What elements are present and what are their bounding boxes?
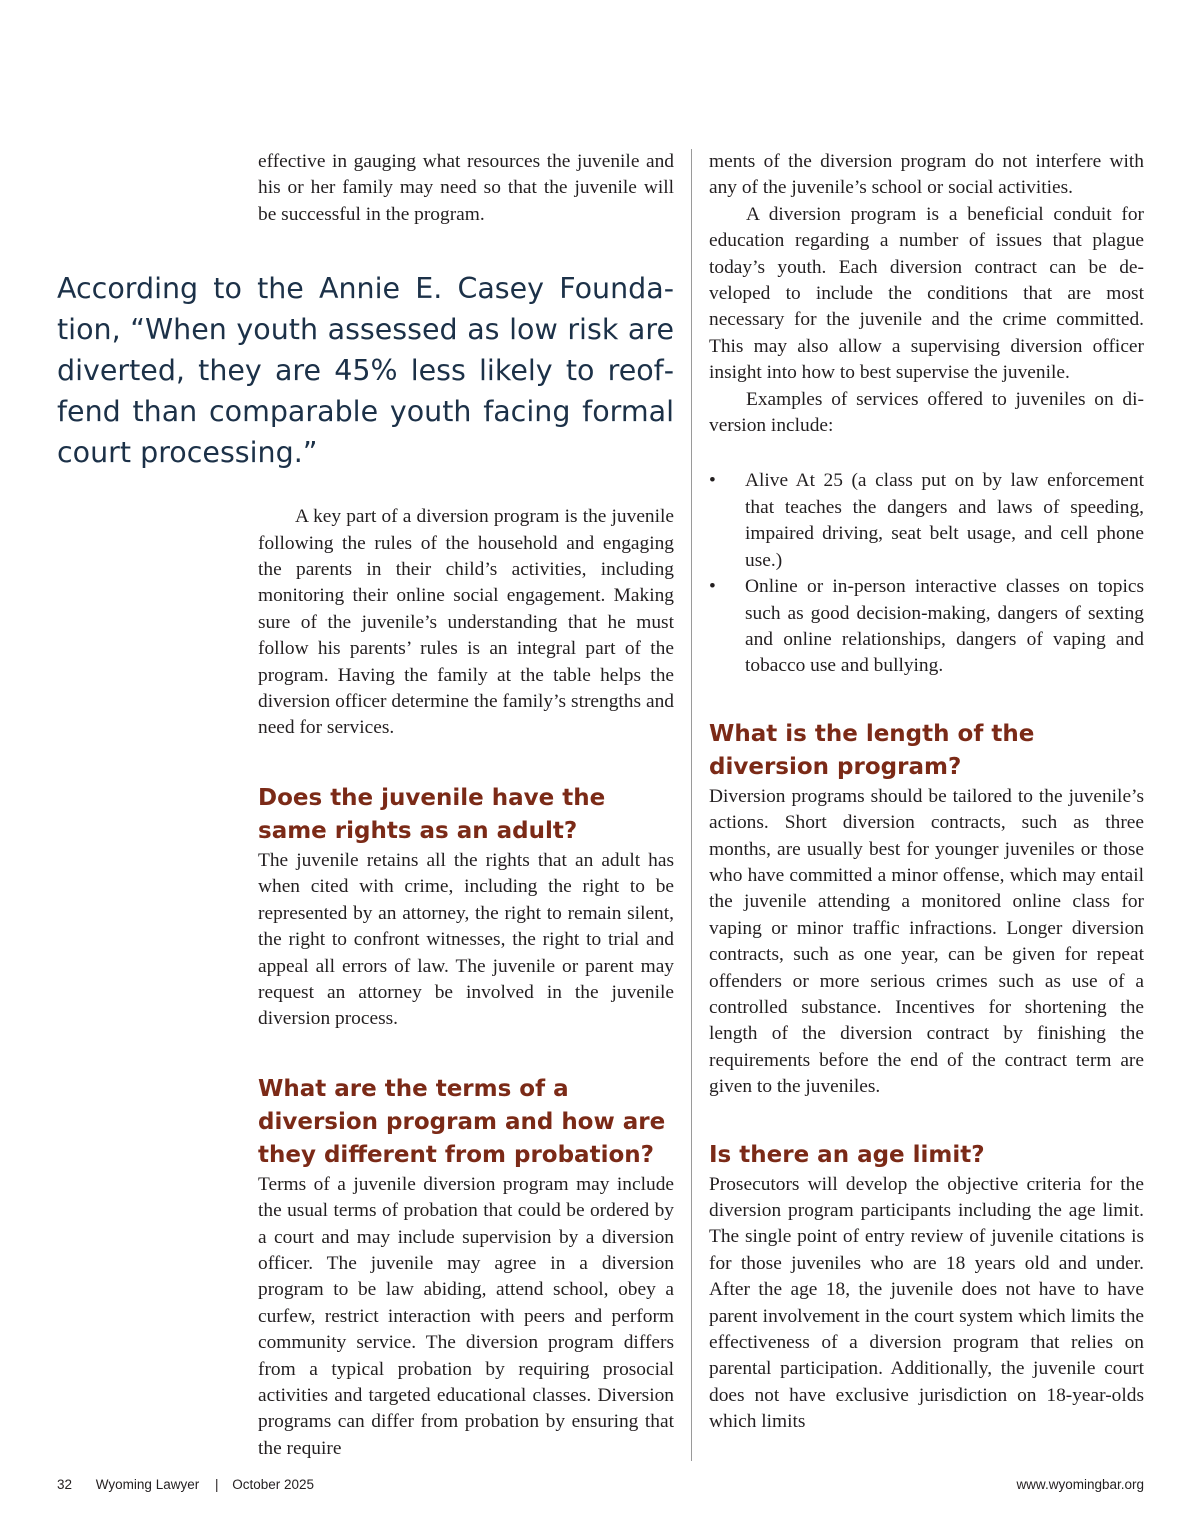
left-column xyxy=(258,149,674,1462)
bullet-icon: • xyxy=(709,576,716,598)
page-number: 32 xyxy=(57,1477,73,1492)
heading-rights: Does the juvenile have the same rights as an adult? xyxy=(258,784,606,844)
paragraph-intro: effective in gauging what resources the juvenile and his or her family may need so that the juvenile will be successful in the program. xyxy=(258,151,674,225)
list-item-text: Alive At 25 (a class put on by law enforcement that teaches the dangers and laws of speeding, impaired driving, seat belt usage, and cell phone use.) xyxy=(745,470,1144,571)
heading-length: What is the length of the diversion program? xyxy=(709,720,1035,780)
list-item-text: Online or in-person interactive classes on topics such as good decision-making, dangers of sexting and online relationships, dangers of vaping and tobacco use and bullying. xyxy=(745,576,1144,677)
publication-name: Wyoming Lawyer xyxy=(95,1477,200,1492)
paragraph-examples: Examples of services offered to juveniles on diversion include: xyxy=(709,388,1144,437)
paragraph-terms: Terms of a juvenile diversion program may include the usual terms of probation that could be ordered by a court and may include supervision by a diversion officer. The juvenile may agree in a diversion program to be law abiding, attend school, obey a curfew, restrict interaction with peers and perform community service. The diversion program differs from a typical probation by requiring prosocial activities and targeted educational classes. Diversion programs can differ from probation by ensuring that the require xyxy=(258,1173,674,1459)
website-link[interactable]: www.wyomingbar.org xyxy=(1016,1477,1144,1492)
pull-quote: According to the Annie E. Casey Foundation, “When youth assessed as low risk are diverted, they are 45% less likely to reoffend than comparable youth facing formal court processing.” xyxy=(57,272,674,469)
list-item xyxy=(709,574,1144,680)
issue-date: October 2025 xyxy=(232,1477,315,1492)
heading-age: Is there an age limit? xyxy=(709,1141,985,1168)
heading-terms: What are the terms of a diversion program and how are they different from probation? xyxy=(258,1075,666,1168)
paragraph-age: Prosecutors will develop the objective criteria for the diversion program participants including the age limit. The single point of entry review of juvenile citations is for those juveniles who are 18 years old and under. After the age 18, the juvenile does not have to have parent involvement in the court system which limits the effectiveness of a diversion program that relies on parental participation. Additionally, the juvenile court does not have exclusive jurisdiction on 18-year-olds which limits xyxy=(709,1173,1144,1433)
right-column xyxy=(709,149,1144,1436)
paragraph-conduit: A diversion program is a beneficial conduit for education regarding a number of issues that plague today’s youth. Each diversion contract can be developed to include the conditions that are most necessary for the juvenile and the crime committed. This may also allow a supervising diversion officer insight into how to best supervise the juvenile. xyxy=(709,203,1144,384)
column-divider xyxy=(691,149,692,1461)
list-item xyxy=(709,468,1144,574)
paragraph-length: Diversion programs should be tailored to the juvenile’s actions. Short diversion contracts, such as three months, are usually best for younger juveniles or those who have committed a minor offense, which may entail the juvenile attending a monitored online class for vaping or minor traffic infractions. Longer diversion contracts, such as one year, can be given for repeat offenders or more serious crimes such as use of a controlled substance. Incentives for shortening the length of the diversion contract by finishing the requirements before the end of the contract term are given to the juveniles. xyxy=(709,785,1144,1098)
footer-separator: | xyxy=(214,1477,219,1492)
paragraph-continued: ments of the diversion program do not interfere with any of the juvenile’s school or social activities. xyxy=(709,151,1144,199)
services-list xyxy=(709,468,1144,679)
paragraph-key-part: A key part of a diversion program is the juvenile following the rules of the household and engaging the parents in their child’s activities, including monitoring their online social engagement. Making sure of the juvenile’s understanding that he must follow his parents’ rules is an integral part of the program. Having the family at the table helps the diversion officer determine the family’s strengths and need for services. xyxy=(258,506,674,739)
paragraph-rights: The juvenile retains all the rights that an adult has when cited with crime, including the right to be represented by an attorney, the right to remain silent, the right to confront witnesses, the right to trial and appeal all errors of law. The juvenile or parent may request an attorney be involved in the juvenile diversion process. xyxy=(258,849,674,1030)
bullet-icon: • xyxy=(709,470,716,492)
